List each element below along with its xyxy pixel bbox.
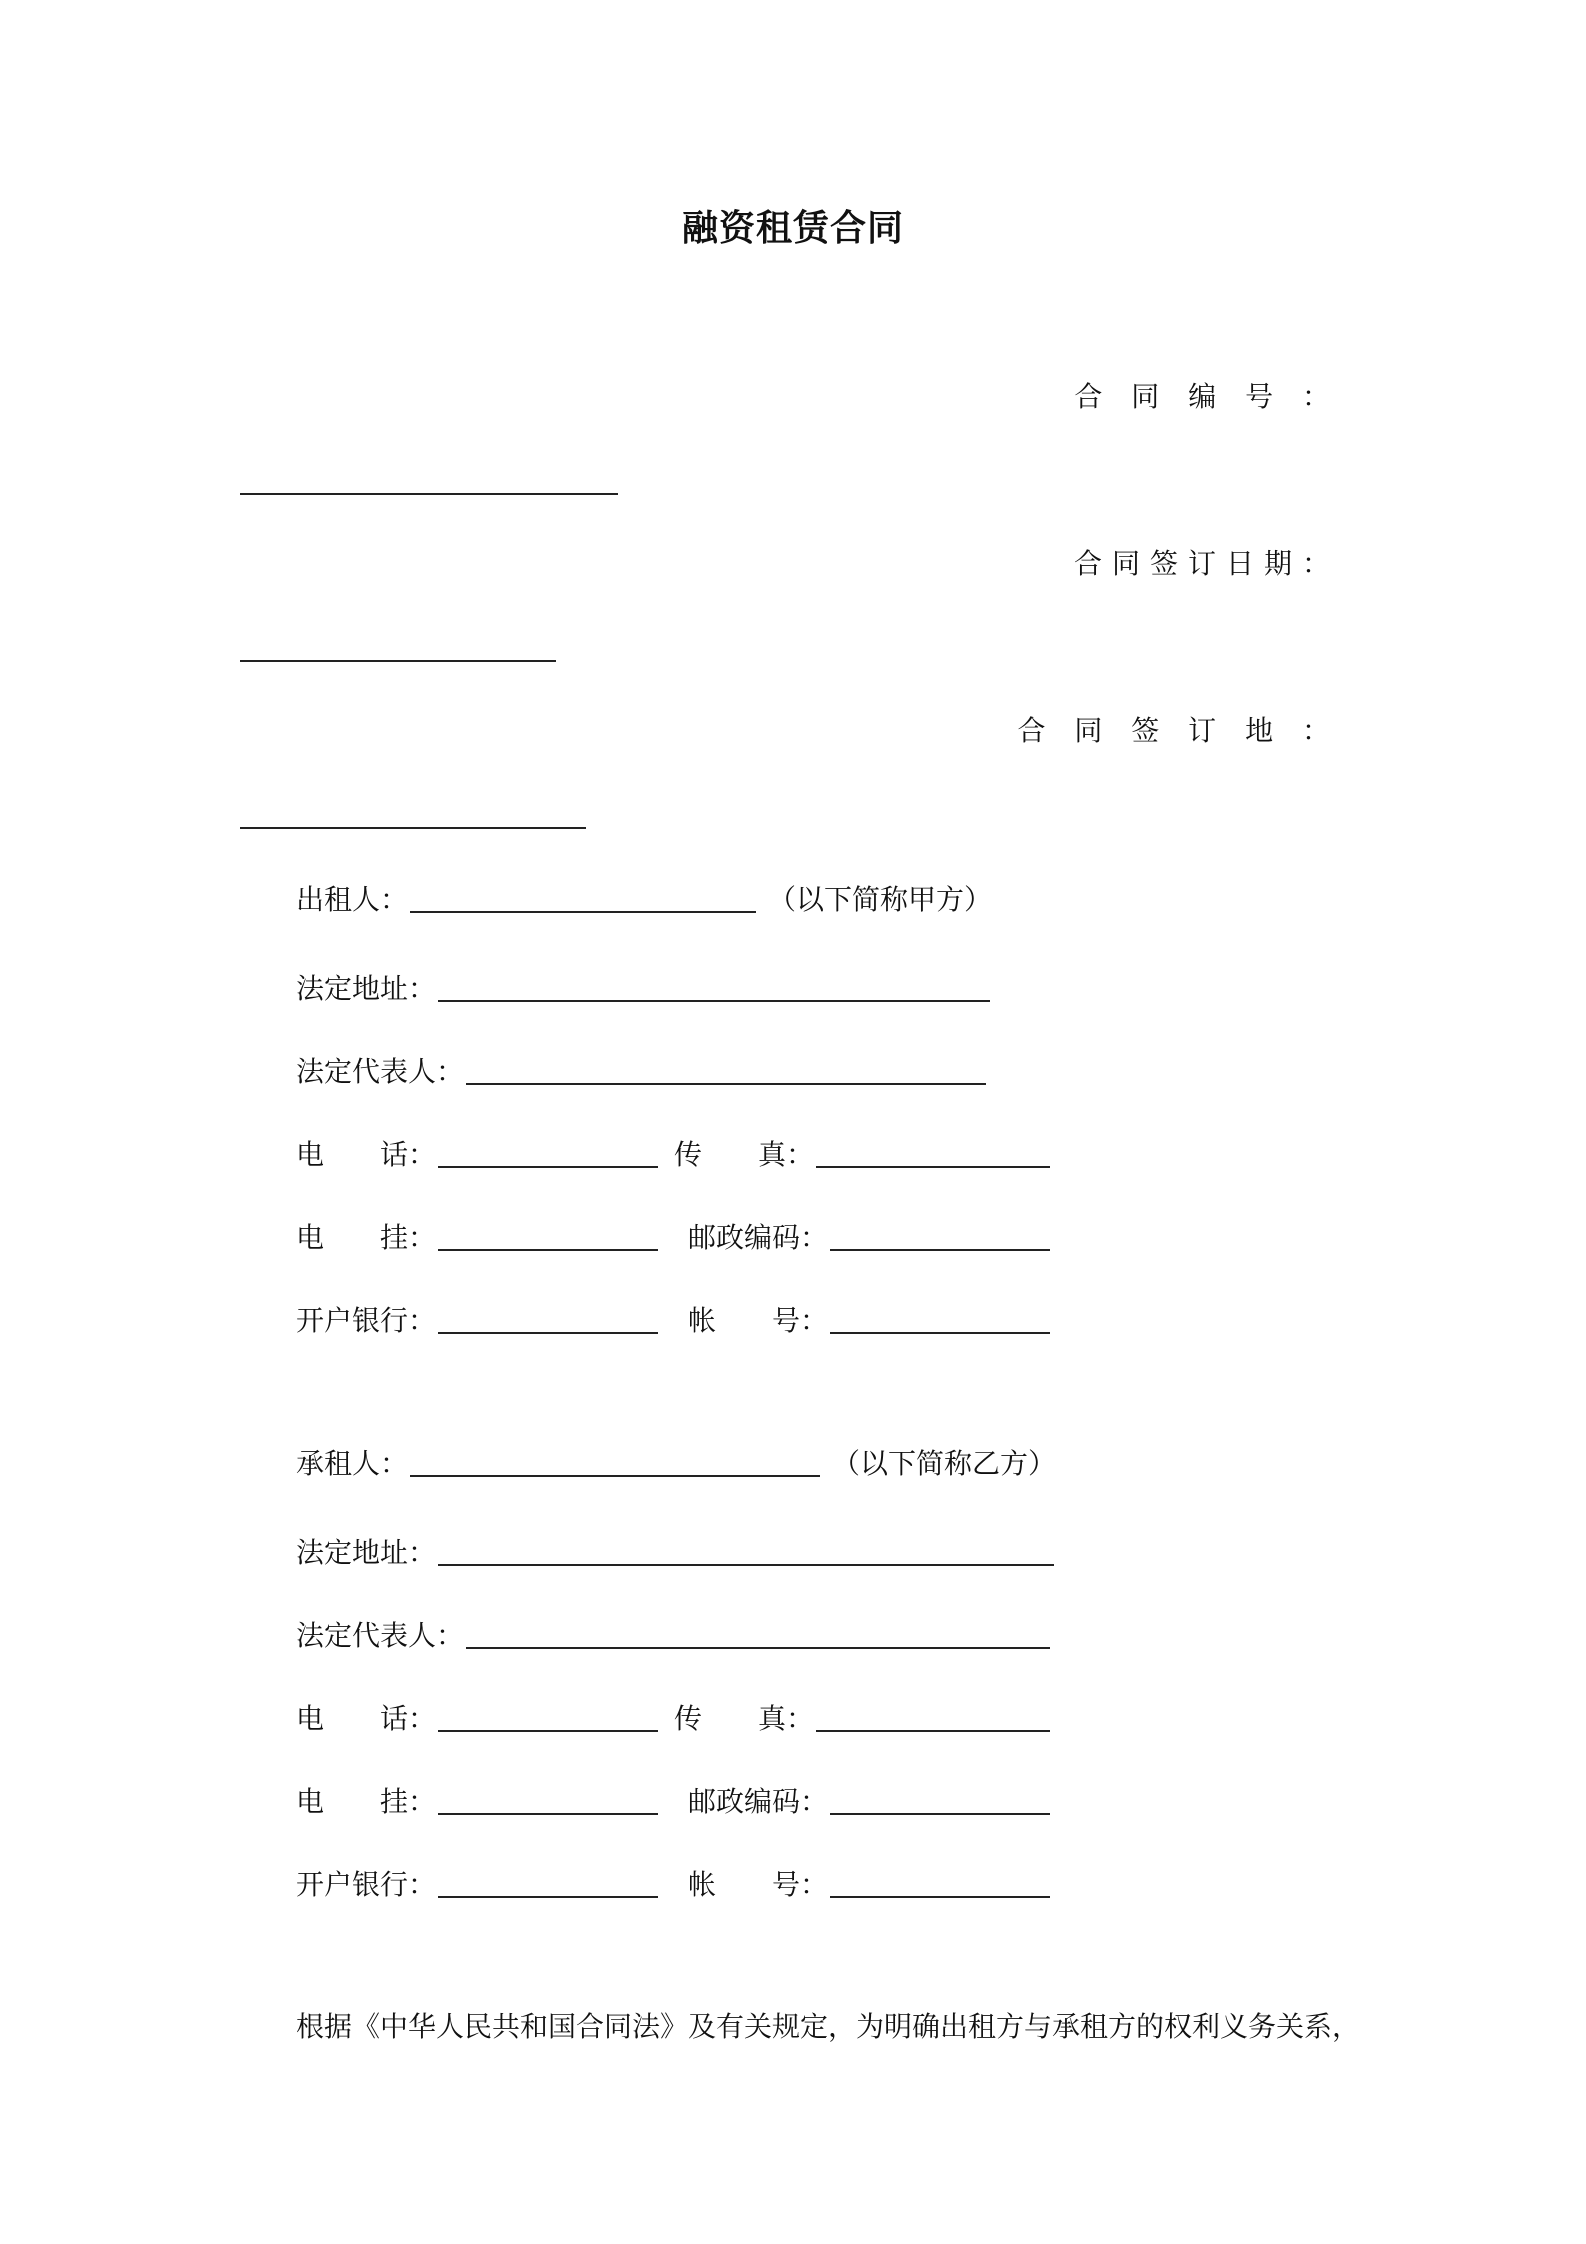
lessor-name-blank[interactable] (410, 885, 756, 913)
lessor-bank-blank[interactable] (438, 1306, 658, 1334)
lessee-address-blank[interactable] (438, 1538, 1054, 1566)
lessee-phone-label: 电 话： (296, 1702, 437, 1735)
lessor-fax-blank[interactable] (816, 1140, 1050, 1168)
lessor-bank-account-row (296, 1299, 1056, 1339)
contract-sign-date-label: 合同签订日期： (1073, 547, 1340, 580)
lessee-rep-blank[interactable] (466, 1621, 1050, 1649)
lessor-account-blank[interactable] (830, 1306, 1050, 1334)
lessee-account-blank[interactable] (830, 1870, 1050, 1898)
lessor-rep-blank[interactable] (466, 1057, 986, 1085)
lessee-phone-blank[interactable] (438, 1704, 658, 1732)
lessor-rep-row (296, 1050, 992, 1090)
contract-number-label: 合 同 编 号 ： (1074, 380, 1340, 413)
lessee-telegraph-label: 电 挂： (296, 1785, 437, 1818)
lessee-telegraph-postcode-row (296, 1780, 1056, 1820)
lessor-telegraph-postcode-row (296, 1216, 1056, 1256)
lessee-postcode-blank[interactable] (830, 1787, 1050, 1815)
lessor-telegraph-blank[interactable] (438, 1223, 658, 1251)
lessee-name-suffix: （以下简称乙方） (832, 1447, 1057, 1480)
lessor-phone-blank[interactable] (438, 1140, 658, 1168)
lessor-address-blank[interactable] (438, 974, 990, 1002)
lessee-bank-label: 开户银行： (296, 1868, 437, 1901)
lessor-address-row (296, 967, 996, 1007)
lessee-address-label: 法定地址： (296, 1536, 437, 1569)
lessor-name-row (296, 878, 992, 918)
lessor-postcode-blank[interactable] (830, 1223, 1050, 1251)
contract-sign-place-label: 合 同 签 订 地 ： (1017, 714, 1340, 747)
lessee-phone-fax-row (296, 1697, 1056, 1737)
lessor-bank-label: 开户银行： (296, 1304, 437, 1337)
lessor-rep-label: 法定代表人： (296, 1055, 465, 1088)
lessee-telegraph-blank[interactable] (438, 1787, 658, 1815)
lessor-fax-label: 传 真： (674, 1138, 815, 1171)
lessee-name-label: 承租人： (296, 1447, 409, 1480)
contract-sign-place-blank[interactable] (240, 827, 586, 829)
lessee-rep-label: 法定代表人： (296, 1619, 465, 1652)
contract-sign-date-blank[interactable] (240, 660, 556, 662)
lessor-address-label: 法定地址： (296, 972, 437, 1005)
lessee-bank-account-row (296, 1863, 1056, 1903)
lessee-name-blank[interactable] (410, 1449, 820, 1477)
lessor-postcode-label: 邮政编码： (688, 1221, 829, 1254)
contract-number-blank[interactable] (240, 493, 618, 495)
lessee-fax-blank[interactable] (816, 1704, 1050, 1732)
lessee-address-row (296, 1531, 1060, 1571)
lessor-account-label: 帐 号： (688, 1304, 829, 1337)
intro-paragraph: 根据《中华人民共和国合同法》及有关规定，为明确出租方与承租方的权利义务关系， (296, 2010, 1361, 2043)
document-title: 融资租赁合同 (681, 208, 904, 249)
lessor-telegraph-label: 电 挂： (296, 1221, 437, 1254)
lessee-name-row (296, 1442, 1056, 1482)
lessee-fax-label: 传 真： (674, 1702, 815, 1735)
lessor-name-suffix: （以下简称甲方） (768, 883, 993, 916)
lessee-rep-row (296, 1614, 1056, 1654)
lessor-phone-label: 电 话： (296, 1138, 437, 1171)
lessor-phone-fax-row (296, 1133, 1056, 1173)
lessee-postcode-label: 邮政编码： (688, 1785, 829, 1818)
lessor-name-label: 出租人： (296, 883, 409, 916)
lessee-bank-blank[interactable] (438, 1870, 658, 1898)
lessee-account-label: 帐 号： (688, 1868, 829, 1901)
